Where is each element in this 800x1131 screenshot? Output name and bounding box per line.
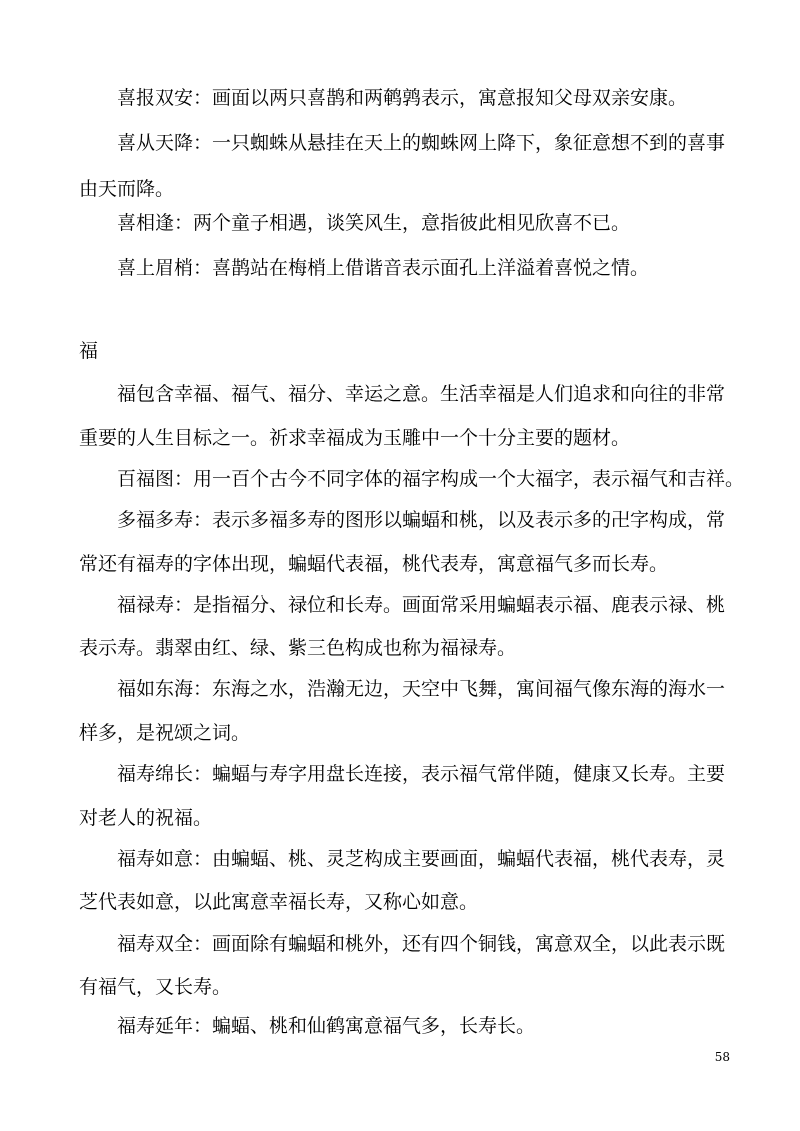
entry-fushou-shuangquan-line2: 有福气，又长寿。: [79, 976, 232, 998]
entry-fu-lu-shou-line1: 福禄寿：是指福分、禄位和长寿。画面常采用蝙蝠表示福、鹿表示禄、桃: [117, 594, 726, 616]
entry-duofu-duoshou-line1: 多福多寿：表示多福多寿的图形以蝙蝠和桃，以及表示多的卍字构成，常: [117, 509, 726, 531]
paragraph-fu-intro-line1: 福包含幸福、福气、福分、幸运之意。生活幸福是人们追求和向往的非常: [117, 383, 726, 405]
entry-xicong-tianjiang-line2: 由天而降。: [79, 178, 175, 200]
entry-xibao-shuangan: 喜报双安：画面以两只喜鹊和两鹌鹑表示，寓意报知父母双亲安康。: [117, 87, 688, 109]
paragraph-fu-intro-line2: 重要的人生目标之一。祈求幸福成为玉雕中一个十分主要的题材。: [79, 427, 631, 449]
entry-xicong-tianjiang-line1: 喜从天降：一只蜘蛛从悬挂在天上的蜘蛛网上降下，象征意想不到的喜事: [117, 132, 726, 154]
page-number: 58: [714, 1050, 730, 1064]
entry-fushou-mianchang-line2: 对老人的祝福。: [79, 807, 213, 829]
entry-baifu-tu: 百福图：用一百个古今不同字体的福字构成一个大福字，表示福气和吉祥。: [117, 468, 745, 490]
entry-fu-lu-shou-line2: 表示寿。翡翠由红、绿、紫三色构成也称为福禄寿。: [79, 637, 517, 659]
entry-xi-shang-meishao: 喜上眉梢：喜鹊站在梅梢上借谐音表示面孔上洋溢着喜悦之情。: [117, 257, 650, 279]
entry-xi-xiangfeng: 喜相逢：两个童子相遇，谈笑风生，意指彼此相见欣喜不已。: [117, 212, 631, 234]
entry-fushou-ruyi-line2: 芝代表如意，以此寓意幸福长寿，又称心如意。: [79, 891, 479, 913]
entry-furu-donghai-line2: 样多，是祝颂之词。: [79, 722, 251, 744]
entry-fushou-mianchang-line1: 福寿绵长：蝙蝠与寿字用盘长连接，表示福气常伴随，健康又长寿。主要: [117, 763, 726, 785]
entry-duofu-duoshou-line2: 常还有福寿的字体出现，蝙蝠代表福，桃代表寿，寓意福气多而长寿。: [79, 553, 669, 575]
section-heading-fu: 福: [79, 340, 99, 362]
entry-fushou-ruyi-line1: 福寿如意：由蝙蝠、桃、灵芝构成主要画面，蝙蝠代表福，桃代表寿，灵: [117, 848, 726, 870]
entry-fushou-yannian: 福寿延年：蝙蝠、桃和仙鹤寓意福气多，长寿长。: [117, 1015, 536, 1037]
entry-fushou-shuangquan-line1: 福寿双全：画面除有蝙蝠和桃外，还有四个铜钱，寓意双全，以此表示既: [117, 933, 726, 955]
entry-furu-donghai-line1: 福如东海：东海之水，浩瀚无边，天空中飞舞，寓间福气像东海的海水一: [117, 678, 726, 700]
